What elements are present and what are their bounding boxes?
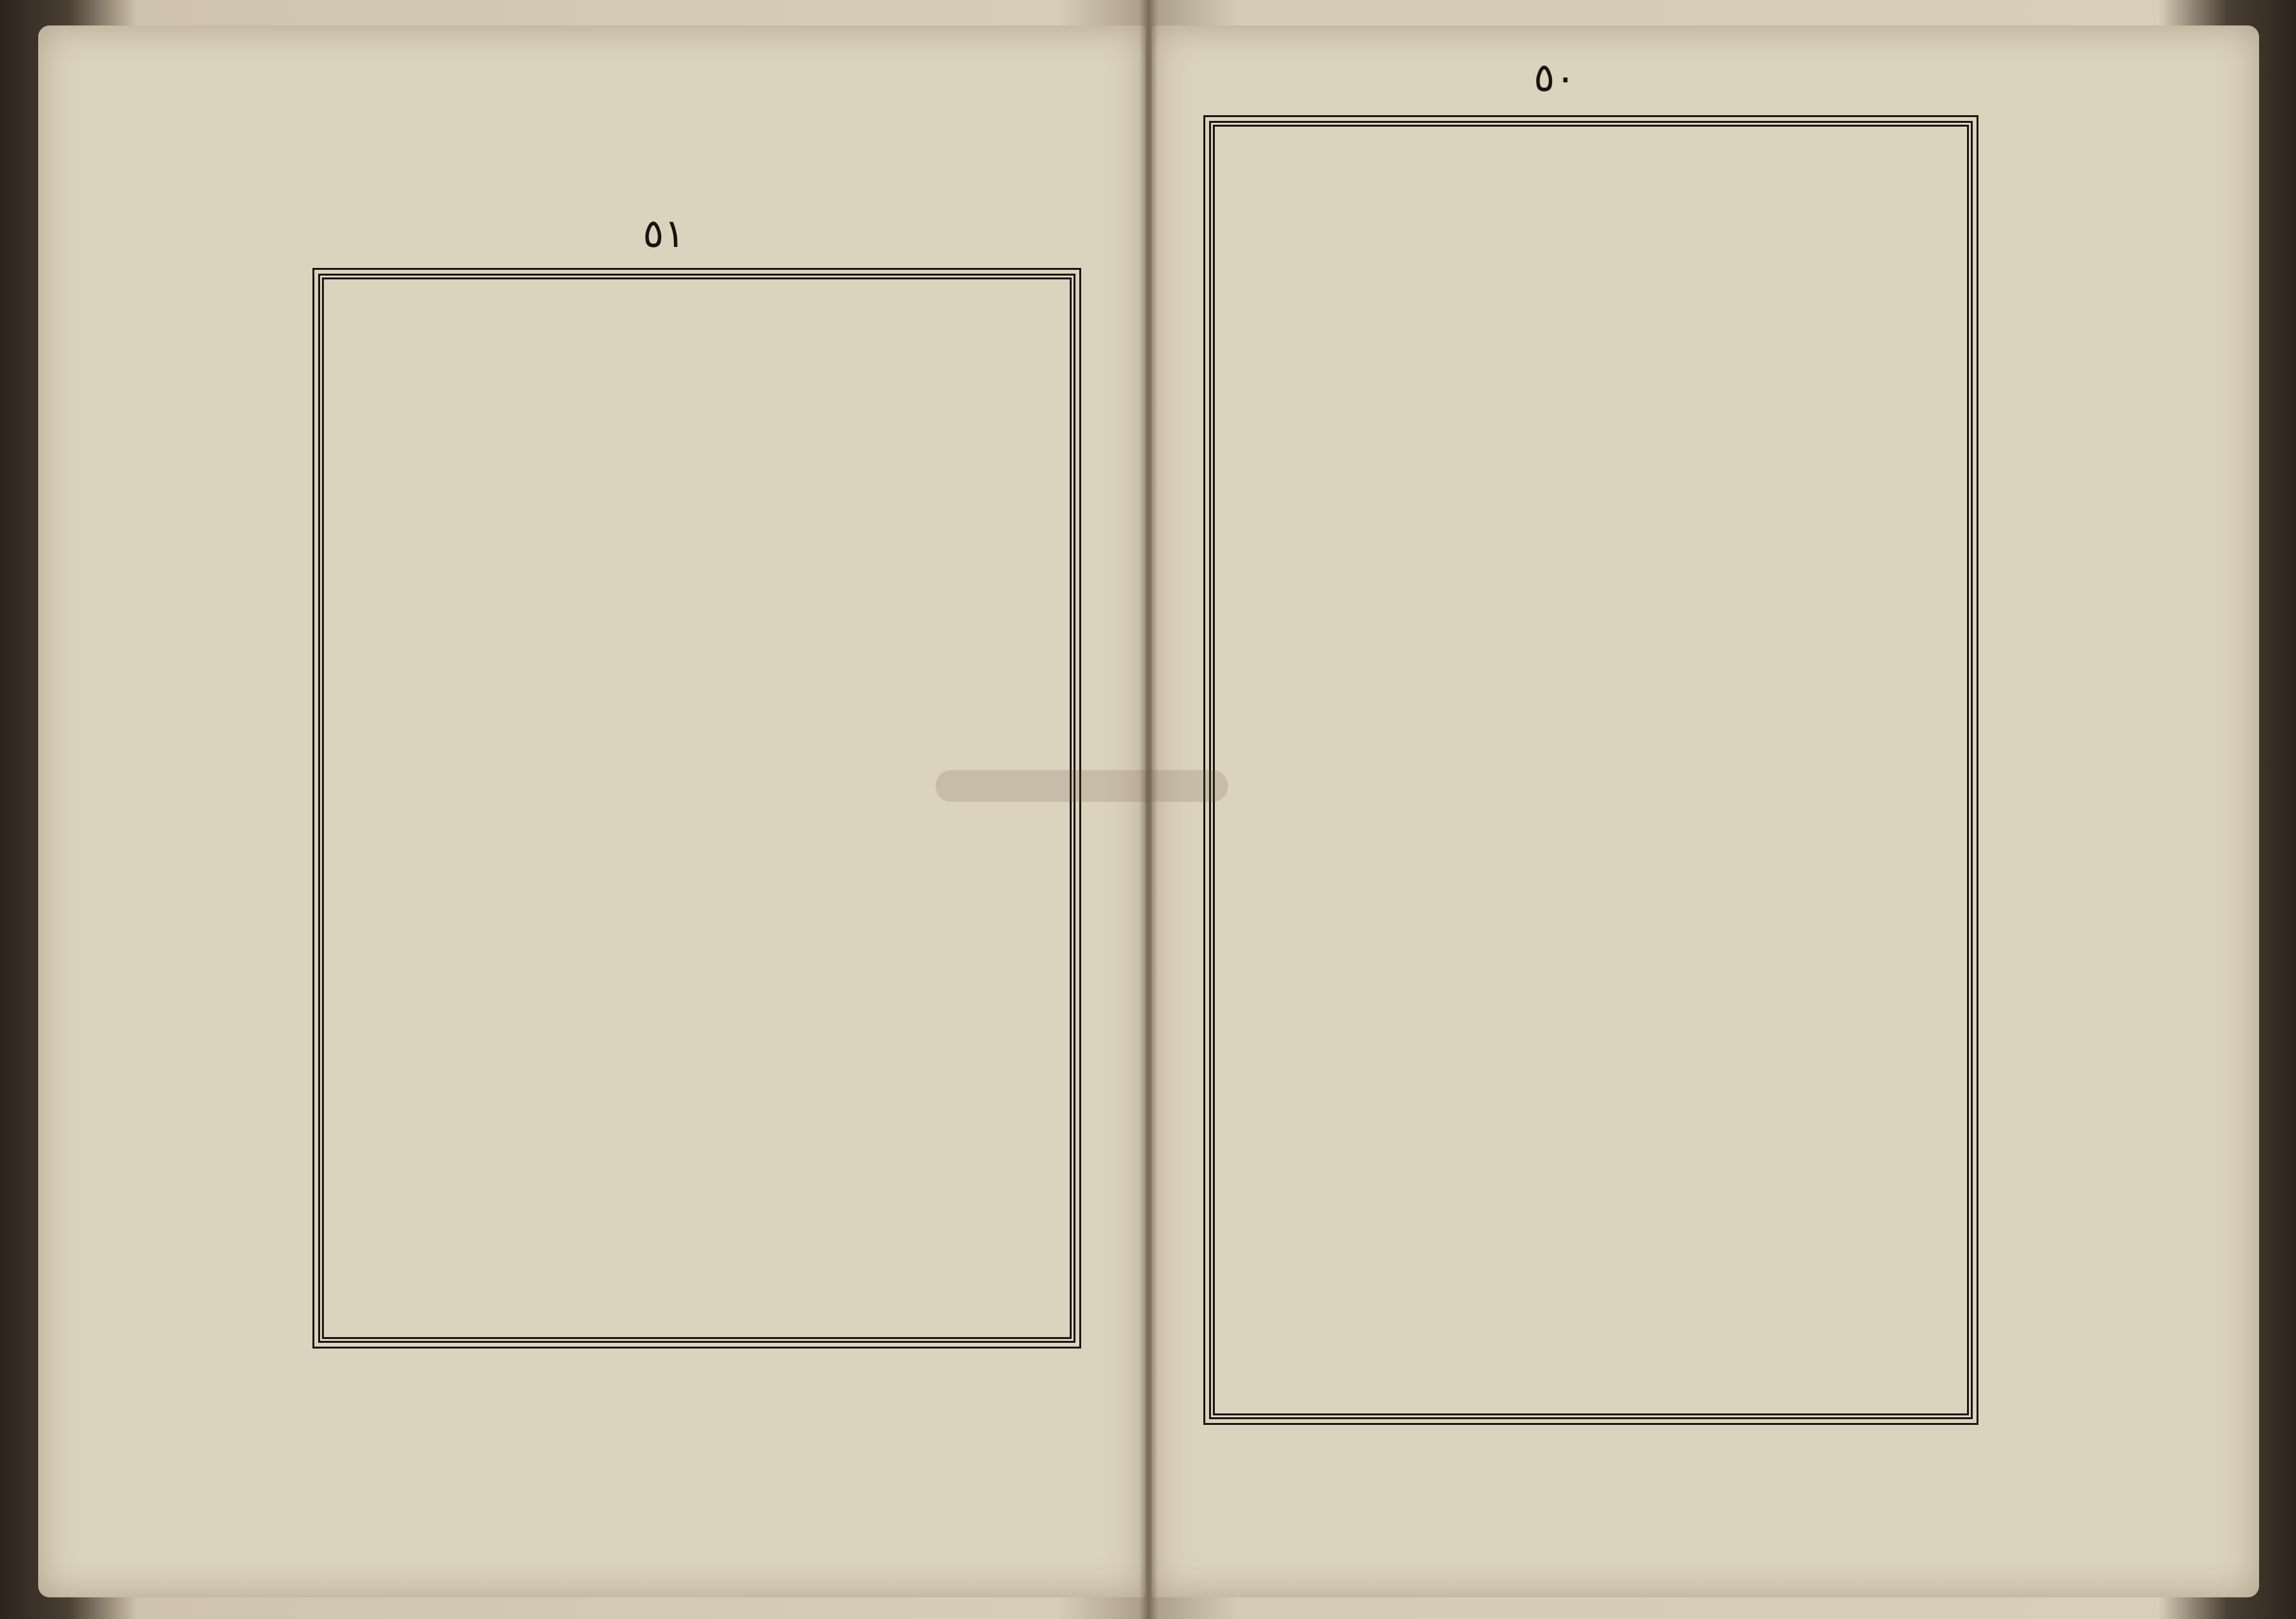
right-page-number: ٥٠ <box>1534 54 1576 101</box>
library-watermark-icon <box>935 757 1228 815</box>
left-page-header-text <box>83 83 1101 261</box>
left-page-number: ٥١ <box>643 210 685 256</box>
right-page-margin-text <box>1979 45 2253 1419</box>
left-page-margin-text <box>45 255 312 1375</box>
left-page-footer-text <box>76 1362 1095 1553</box>
right-page-footer-text <box>1222 1432 2240 1578</box>
right-page-framed-text <box>1235 140 1947 1400</box>
